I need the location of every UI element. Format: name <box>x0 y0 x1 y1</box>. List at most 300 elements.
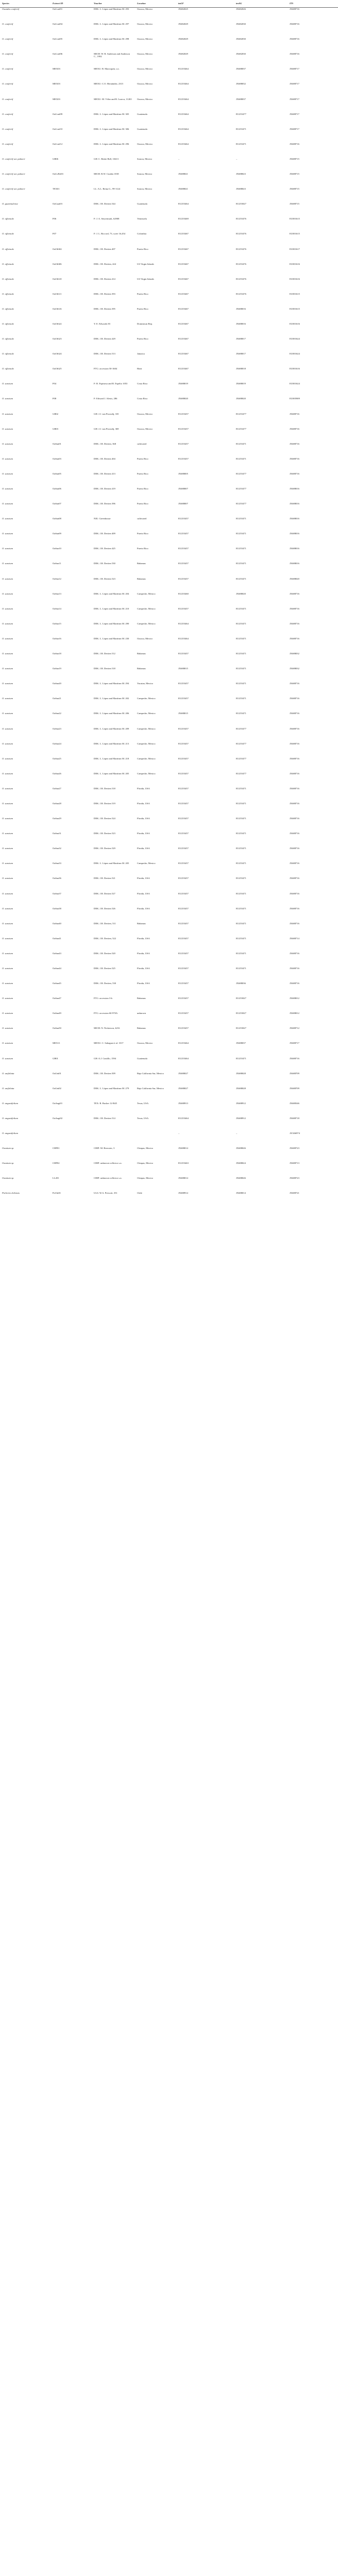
species-cell: O. angustifolium <box>2 1101 18 1105</box>
extract-id-cell: OaSan12 <box>53 577 61 580</box>
location-cell: Oaxaca, Mexico <box>137 142 153 145</box>
extract-id-cell: OaConf01 <box>53 8 63 10</box>
its-cell: EU001624 <box>290 382 300 385</box>
table-row <box>0 113 338 128</box>
its-cell: JX688712 <box>290 1027 299 1030</box>
its-cell: JX688709 <box>290 1087 299 1090</box>
species-cell: O. officinale <box>2 262 14 265</box>
voucher-cell: DEK. L. López and Martínez M. 202 <box>94 697 129 700</box>
voucher-cell: DEK. J.R. Dertien 413 <box>94 472 115 475</box>
location-cell: Texas, USA <box>137 1116 149 1120</box>
location-cell: Sonora, Mexico <box>137 188 153 191</box>
trnsg-cell: JX688036 <box>236 982 246 985</box>
voucher-cell: GH: J.J. van Proosdij, 369 <box>94 427 119 430</box>
species-cell: Porlieria chilensis <box>2 1192 20 1195</box>
trnsg-cell: EU255471 <box>236 937 246 940</box>
species-cell: O. confertif var. palmeri <box>2 157 25 160</box>
header-location: Location <box>135 0 176 8</box>
voucher-cell: MEXU: R. Marroquín, s.n. <box>94 67 120 71</box>
location-cell <box>135 1132 176 1147</box>
its-cell: JX688717 <box>290 97 299 100</box>
its-cell: EU005909 <box>290 397 300 400</box>
species-cell: O. confertif var. palmeri <box>2 188 25 191</box>
extract-id-cell: OaSan40 <box>53 922 61 925</box>
species-cell: O. confertif <box>2 82 13 86</box>
location-cell: Florida, USA <box>137 937 150 940</box>
trnsg-cell: JX688037 <box>236 97 246 100</box>
species-cell: O. sanctum <box>2 877 13 880</box>
voucher-cell: GH: C. Bettie Bell, 10413 <box>94 157 119 160</box>
trnsg-cell: JX688032 <box>236 82 246 86</box>
voucher-cell: CHIP: M. Brewster, 3 <box>94 1147 115 1150</box>
its-cell: JX688016 <box>290 517 299 520</box>
table-row <box>0 1072 338 1087</box>
trnlf-cell: EU255464 <box>178 1042 189 1045</box>
extract-id-cell: F06 <box>53 217 57 221</box>
trnlf-cell: JX682029 <box>178 38 188 41</box>
trnsg-cell: EU255471 <box>236 802 246 805</box>
location-cell: Campeche, Mexico <box>137 697 156 700</box>
its-cell: JX688016 <box>290 562 299 565</box>
extract-id-cell: OaOffi04 <box>53 247 62 250</box>
its-cell: JX688723 <box>290 1177 299 1180</box>
extract-id-cell <box>50 1132 92 1147</box>
voucher-cell: Y. E. Edwards 83 <box>94 322 110 325</box>
trnlf-cell: EU255457 <box>178 997 189 1000</box>
extract-id-cell: OaSan45 <box>53 982 61 985</box>
trnlf-cell: EU255464 <box>178 622 189 625</box>
species-cell: O. sanctum <box>2 982 13 985</box>
location-cell: Campeche, Mexico <box>137 622 156 625</box>
species-cell: O. sanctum <box>2 787 13 790</box>
table-row <box>0 8 338 23</box>
trnlf-cell: EU255467 <box>178 277 189 280</box>
location-cell: Oaxaca, Mexico <box>137 53 153 56</box>
trnlf-cell: EU255457 <box>178 532 189 535</box>
trnlf-cell: EU255457 <box>178 457 189 460</box>
trnsg-cell: EU255476 <box>236 262 246 265</box>
location-cell: Costa Rica <box>137 382 148 385</box>
location-cell: Baja California Sur, Mexico <box>137 1087 164 1090</box>
location-cell: Campeche, Mexico <box>137 727 156 730</box>
location-cell: Oaxaca, Mexico <box>137 23 153 26</box>
species-cell: O. sanctum <box>2 697 13 700</box>
trnsg-cell: EU255471 <box>236 907 246 910</box>
its-cell: JX688723 <box>290 1147 299 1150</box>
voucher-cell: DEK. L. López and Martínez M. 230 <box>94 637 129 640</box>
species-cell: O. sanctum <box>2 427 13 430</box>
extract-id-cell: OaGuat03 <box>53 202 62 206</box>
trnlf-cell: EU255464 <box>178 112 189 115</box>
voucher-cell: DEK. J.R. Dertien 520 <box>94 952 115 955</box>
extract-id-cell: OaOffi25 <box>53 367 62 370</box>
its-cell: JX688016 <box>290 532 299 535</box>
location-cell: Florida, USA <box>137 982 150 985</box>
its-cell: JX688717 <box>290 67 299 71</box>
species-cell: Oxandra confertif <box>2 8 20 10</box>
species-cell: O. sanctum <box>2 802 13 805</box>
trnlf-cell: EU255457 <box>178 442 189 445</box>
species-cell: O. sanctum <box>2 847 13 850</box>
its-cell: JX688715 <box>290 202 299 206</box>
trnlf-cell: EU255464 <box>178 202 189 206</box>
voucher-cell: GH: J.J. van Proosdij, 335 <box>94 412 119 415</box>
voucher-cell: DEK. J.R. Dertien 529 <box>94 847 115 850</box>
species-cell: O. sanctum <box>2 532 13 535</box>
its-cell: JX688717 <box>290 82 299 86</box>
trnlf-cell: EU255464 <box>178 637 189 640</box>
species-cell: O. sanctum <box>2 547 13 550</box>
voucher-cell <box>92 1132 135 1147</box>
location-cell: Puerto Rico <box>137 547 148 550</box>
voucher-cell: DEK. L. López and Martínez M. 206 <box>94 712 129 715</box>
its-cell: EU001615 <box>290 232 300 235</box>
voucher-cell: DEK. L. López and Martínez M. 296 <box>94 142 129 145</box>
species-cell: O. officinale <box>2 352 14 355</box>
species-cell: O. sanctum <box>2 457 13 460</box>
trnsg-cell: EU255477 <box>236 427 246 430</box>
table-body <box>0 8 338 1207</box>
table-row <box>0 772 338 787</box>
location-cell: Colombia <box>137 232 147 235</box>
trnsg-cell: EU255471 <box>236 967 246 970</box>
species-cell: O. unifoliata <box>2 1072 14 1075</box>
voucher-cell: DEK. J.R. Dertien 524 <box>94 817 115 820</box>
location-cell: Oaxaca, Mexico <box>137 1042 153 1045</box>
extract-id-cell: OaSan21 <box>53 697 61 700</box>
trnsg-cell: EU255471 <box>236 562 246 565</box>
trnlf-cell: JX688007 <box>178 502 188 505</box>
species-cell: O. sanctum <box>2 472 13 475</box>
voucher-cell: DEK. J.R. Dertien 512 <box>94 652 115 655</box>
table-row <box>0 952 338 967</box>
extract-id-cell: OaSan47 <box>53 997 61 1000</box>
its-cell: JX688716 <box>290 877 299 880</box>
trnsg-cell: EU255477 <box>236 472 246 475</box>
table-row <box>0 547 338 562</box>
extract-id-cell: GB02 <box>53 412 58 415</box>
table-row <box>0 682 338 697</box>
location-cell: Florida, USA <box>137 907 150 910</box>
location-cell: Puerto Rico <box>137 457 148 460</box>
table-row <box>0 263 338 278</box>
its-cell: JX688716 <box>290 637 299 640</box>
voucher-cell: DEK. L. López and Martínez M. 297 <box>94 23 129 26</box>
extract-id-cell: OaSan14 <box>53 607 61 610</box>
location-cell: Haiti <box>137 367 142 370</box>
voucher-cell: DEK. L. López and Martínez M. 218 <box>94 757 129 760</box>
extract-id-cell: OaSan28 <box>53 802 61 805</box>
trnsg-cell: EU255477 <box>236 502 246 505</box>
table-row <box>0 367 338 382</box>
its-cell: JX688716 <box>290 142 299 145</box>
trnlf-cell: EU255457 <box>178 1012 189 1015</box>
table-row <box>0 592 338 607</box>
extract-id-cell: CHP01 <box>53 1147 60 1150</box>
trnlf-cell: EU255457 <box>178 607 189 610</box>
trnlf-cell: JX682029 <box>178 53 188 56</box>
its-cell: JX688715 <box>290 157 299 160</box>
location-cell: Oaxaca, Mexico <box>137 67 153 71</box>
species-cell: O. sanctum <box>2 1027 13 1030</box>
location-cell: Florida, USA <box>137 832 150 835</box>
species-cell: O. sanctum <box>2 667 13 670</box>
trnlf-cell: EU255457 <box>178 652 189 655</box>
location-cell: Chiapas, Mexico <box>137 1162 154 1165</box>
extract-id-cell: OaConf12 <box>53 142 63 145</box>
voucher-cell: DEK. J.R. Dertien 409 <box>94 532 115 535</box>
species-cell: O. sanctum <box>2 442 13 445</box>
trnlf-cell: JX688913 <box>178 1101 188 1105</box>
header-extract-id: Extract ID <box>50 0 92 8</box>
trnsg-cell: EU255477 <box>236 412 246 415</box>
trnsg-cell: JX682030 <box>236 23 246 26</box>
table-row <box>0 173 338 188</box>
species-cell: O. confertif var. palmeri <box>2 173 25 176</box>
trnsg-cell: JX688912 <box>236 1116 246 1120</box>
table-row <box>0 562 338 577</box>
extract-id-cell: OaSan22 <box>53 712 61 715</box>
trnlf-cell: JX688020 <box>178 397 188 400</box>
species-cell: Oxanium sp. <box>2 1147 14 1150</box>
trnsg-cell: – <box>236 157 238 160</box>
table-header <box>0 0 338 8</box>
extract-id-cell: OaUni02 <box>53 1087 61 1090</box>
trnsg-cell: JX688017 <box>236 337 246 341</box>
trnlf-cell: EU255467 <box>178 307 189 310</box>
species-cell: O. sanctum <box>2 922 13 925</box>
species-cell: O. confertif <box>2 23 13 26</box>
location-cell: Guatemala <box>137 127 147 130</box>
voucher-cell: F: R. Espinosa and R. Espelio 1053 <box>94 382 128 385</box>
trnlf-cell: EU255457 <box>178 427 189 430</box>
species-cell: O. sanctum <box>2 817 13 820</box>
location-cell: Florida, USA <box>137 952 150 955</box>
location-cell: Costa Rica <box>137 397 148 400</box>
its-cell: JX688717 <box>290 127 299 130</box>
extract-id-cell: OaSan18 <box>53 652 61 655</box>
extract-id-cell: OaOffi10 <box>53 277 62 280</box>
species-cell: O. sanctum <box>2 952 13 955</box>
table-row <box>0 1117 338 1132</box>
species-cell: O. sanctum <box>2 382 13 385</box>
species-cell: O. confertif <box>2 97 13 100</box>
trnlf-cell: EU255457 <box>178 952 189 955</box>
species-cell: O. officinale <box>2 247 14 250</box>
extract-id-cell: OaSan11 <box>53 562 61 565</box>
table-row <box>0 637 338 652</box>
trnlf-cell: EU255467 <box>178 232 189 235</box>
trnlf-cell: EU255460 <box>178 592 189 595</box>
voucher-cell: LL: A.L. Reina G., 99-1124 <box>94 188 121 191</box>
its-cell: JX688716 <box>290 712 299 715</box>
extract-id-cell: OaSan33 <box>53 862 61 865</box>
voucher-cell: DEK. L. López and Martínez M. 290 <box>94 622 129 625</box>
trnlf-cell: EU255464 <box>178 97 189 100</box>
trnsg-cell: JX688037 <box>236 67 246 71</box>
its-cell: JX688020 <box>290 577 299 580</box>
trnlf-cell: EU255457 <box>178 682 189 685</box>
table-row <box>0 787 338 802</box>
its-cell: JX688716 <box>290 742 299 745</box>
voucher-cell: DEK. L. López and Martínez M. 293 <box>94 8 129 10</box>
trnlf-cell: EU255464 <box>178 127 189 130</box>
trnsg-cell: JX688028 <box>236 1072 246 1075</box>
header-species: Species <box>0 0 50 8</box>
species-cell: O. confertif <box>2 142 13 145</box>
location-cell: Campeche, Mexico <box>137 742 156 745</box>
table-row <box>0 667 338 682</box>
species-cell: O. angustifolium <box>2 1132 18 1135</box>
table-row <box>0 502 338 517</box>
extract-id-cell: OaOffi24 <box>53 352 62 355</box>
trnsg-cell: JX688018 <box>236 367 246 370</box>
extract-id-cell: OaSan24 <box>53 742 61 745</box>
species-cell: O. sanctum <box>2 397 13 400</box>
trnsg-cell: EU255471 <box>236 442 246 445</box>
trnlf-cell: EU255464 <box>178 67 189 71</box>
its-cell: JX688716 <box>290 1057 299 1060</box>
voucher-cell: DEK. J.R. Dertien 526 <box>94 907 115 910</box>
table-row <box>0 428 338 443</box>
extract-id-cell: OaSan06 <box>53 487 61 490</box>
trnlf-cell: JX688021 <box>178 173 188 176</box>
extract-id-cell: OaOffi22 <box>53 322 62 325</box>
its-cell: JX688012 <box>290 997 299 1000</box>
location-cell: Puerto Rico <box>137 292 148 295</box>
trnsg-cell: EU255477 <box>236 742 246 745</box>
extract-id-cell: OaConf09 <box>53 112 63 115</box>
voucher-cell: DEK. L. López and Martínez M. 204 <box>94 592 129 595</box>
table-row <box>0 53 338 67</box>
table-row <box>0 413 338 428</box>
extract-id-cell: OaSan09 <box>53 532 61 535</box>
location-cell: Bahamas <box>137 562 146 565</box>
trnlf-cell: JX688019 <box>178 382 188 385</box>
extract-id-cell: F08 <box>53 397 57 400</box>
voucher-cell: DEK. J.R. Dertien 525 <box>94 967 115 970</box>
its-cell: JX688716 <box>290 442 299 445</box>
its-cell: AY266974 <box>290 1132 300 1135</box>
table-row <box>0 622 338 637</box>
table-row <box>0 877 338 892</box>
location-cell: Bahamas <box>137 667 146 670</box>
voucher-cell: DEK. J.R. Dertien 514 <box>94 1116 115 1120</box>
location-cell: Bahamas <box>137 922 146 925</box>
location-cell: Texas, USA <box>137 1101 149 1105</box>
extract-id-cell: OaOffi11 <box>53 292 62 295</box>
extract-id-cell: MEX11 <box>53 1042 60 1045</box>
location-cell: Puerto Rico <box>137 472 148 475</box>
table-row <box>0 1192 338 1207</box>
header-row <box>0 0 338 8</box>
trnsg-cell: JX688037 <box>236 1042 246 1045</box>
trnlf-cell: EU255457 <box>178 877 189 880</box>
location-cell: Puerto Rico <box>137 247 148 250</box>
extract-id-cell: GB03 <box>53 427 58 430</box>
extract-id-cell: OaSan03 <box>53 457 61 460</box>
extract-id-cell: OaConf04 <box>53 23 63 26</box>
location-cell: unknown <box>137 1012 146 1015</box>
trnsg-cell: JX688023 <box>236 188 246 191</box>
its-cell: JX688716 <box>290 772 299 775</box>
voucher-cell: DEK. J.R. Dertien 527 <box>94 892 115 895</box>
its-cell: JX688716 <box>290 757 299 760</box>
species-cell: O. officinale <box>2 217 14 221</box>
voucher-cell: FTG: accession 60-970A <box>94 1012 118 1015</box>
trnsg-cell: EU255471 <box>236 712 246 715</box>
extract-id-cell: GB06 <box>53 157 58 160</box>
table-row <box>0 652 338 667</box>
trnsg-cell: JX688028 <box>236 1087 246 1090</box>
voucher-cell: FTG: accession 50-1604 <box>94 367 117 370</box>
extract-id-cell: CHP02 <box>53 1162 60 1165</box>
voucher-cell: DEK. J.R. Dertien 518 <box>94 667 115 670</box>
table-row <box>0 1087 338 1102</box>
its-cell: JX688717 <box>290 112 299 115</box>
location-cell: Puerto Rico <box>137 307 148 310</box>
trnlf-cell: JX688021 <box>178 188 188 191</box>
voucher-cell: DEK. J.R. Dertien 519 <box>94 802 115 805</box>
header-trnlf: tmLF <box>176 0 234 8</box>
extract-id-cell: OaSan32 <box>53 847 61 850</box>
species-cell: O. sanctum <box>2 1042 13 1045</box>
extract-id-cell: LL201 <box>53 1177 59 1180</box>
trnlf-cell: EU255464 <box>178 1116 189 1120</box>
location-cell: Baja California Sur, Mexico <box>137 1072 164 1075</box>
table-row <box>0 1132 338 1147</box>
trnlf-cell: EU255457 <box>178 787 189 790</box>
location-cell: Bahamas <box>137 652 146 655</box>
trnlf-cell: EU255464 <box>178 82 189 86</box>
location-cell: Dominican Rep. <box>137 322 153 325</box>
table-row <box>0 727 338 742</box>
voucher-cell: DEK. J.R. Dertien 395 <box>94 307 115 310</box>
trnlf-cell: EU255464 <box>178 1057 189 1060</box>
species-cell: O. sanctum <box>2 757 13 760</box>
extract-id-cell: OaSan41 <box>53 937 61 940</box>
trnlf-cell: EU255457 <box>178 907 189 910</box>
species-cell: O. sanctum <box>2 892 13 895</box>
extract-id-cell: OaSan31 <box>53 832 61 835</box>
trnlf-cell: EU255457 <box>178 412 189 415</box>
extract-id-cell: OaSan26 <box>53 772 61 775</box>
trnsg-cell: JX682030 <box>236 38 246 41</box>
extract-id-cell: GB01 <box>53 1057 58 1060</box>
extract-id-cell: OaConf10 <box>53 127 63 130</box>
voucher-cell: DEK. L. López and Martínez M. 205 <box>94 862 129 865</box>
location-cell: Florida, USA <box>137 787 150 790</box>
trnsg-cell: JX688912 <box>236 1101 246 1105</box>
its-cell: EU001616 <box>290 367 300 370</box>
trnlf-cell: EU255467 <box>178 367 189 370</box>
voucher-cell: ULS: W.A. Prescott, 351 <box>94 1192 117 1195</box>
its-cell: JX688715 <box>290 173 299 176</box>
table-row <box>0 532 338 547</box>
voucher-cell: CHIP: unknown collector s.n. <box>94 1162 122 1165</box>
extract-id-cell: MEX03 <box>53 67 60 71</box>
table-row <box>0 892 338 907</box>
species-cell: Oxanium sp. <box>2 1162 14 1165</box>
trnsg-cell: JX682026 <box>236 8 246 10</box>
trnlf-cell: EU255457 <box>178 772 189 775</box>
voucher-cell: DEK. L. López and Martínez M. 294 <box>94 682 129 685</box>
trnlf-cell: EU255457 <box>178 517 189 520</box>
trnsg-cell: EU255477 <box>236 727 246 730</box>
table-row <box>0 997 338 1012</box>
its-cell: JX688016 <box>290 547 299 550</box>
species-cell: O. sanctum <box>2 412 13 415</box>
